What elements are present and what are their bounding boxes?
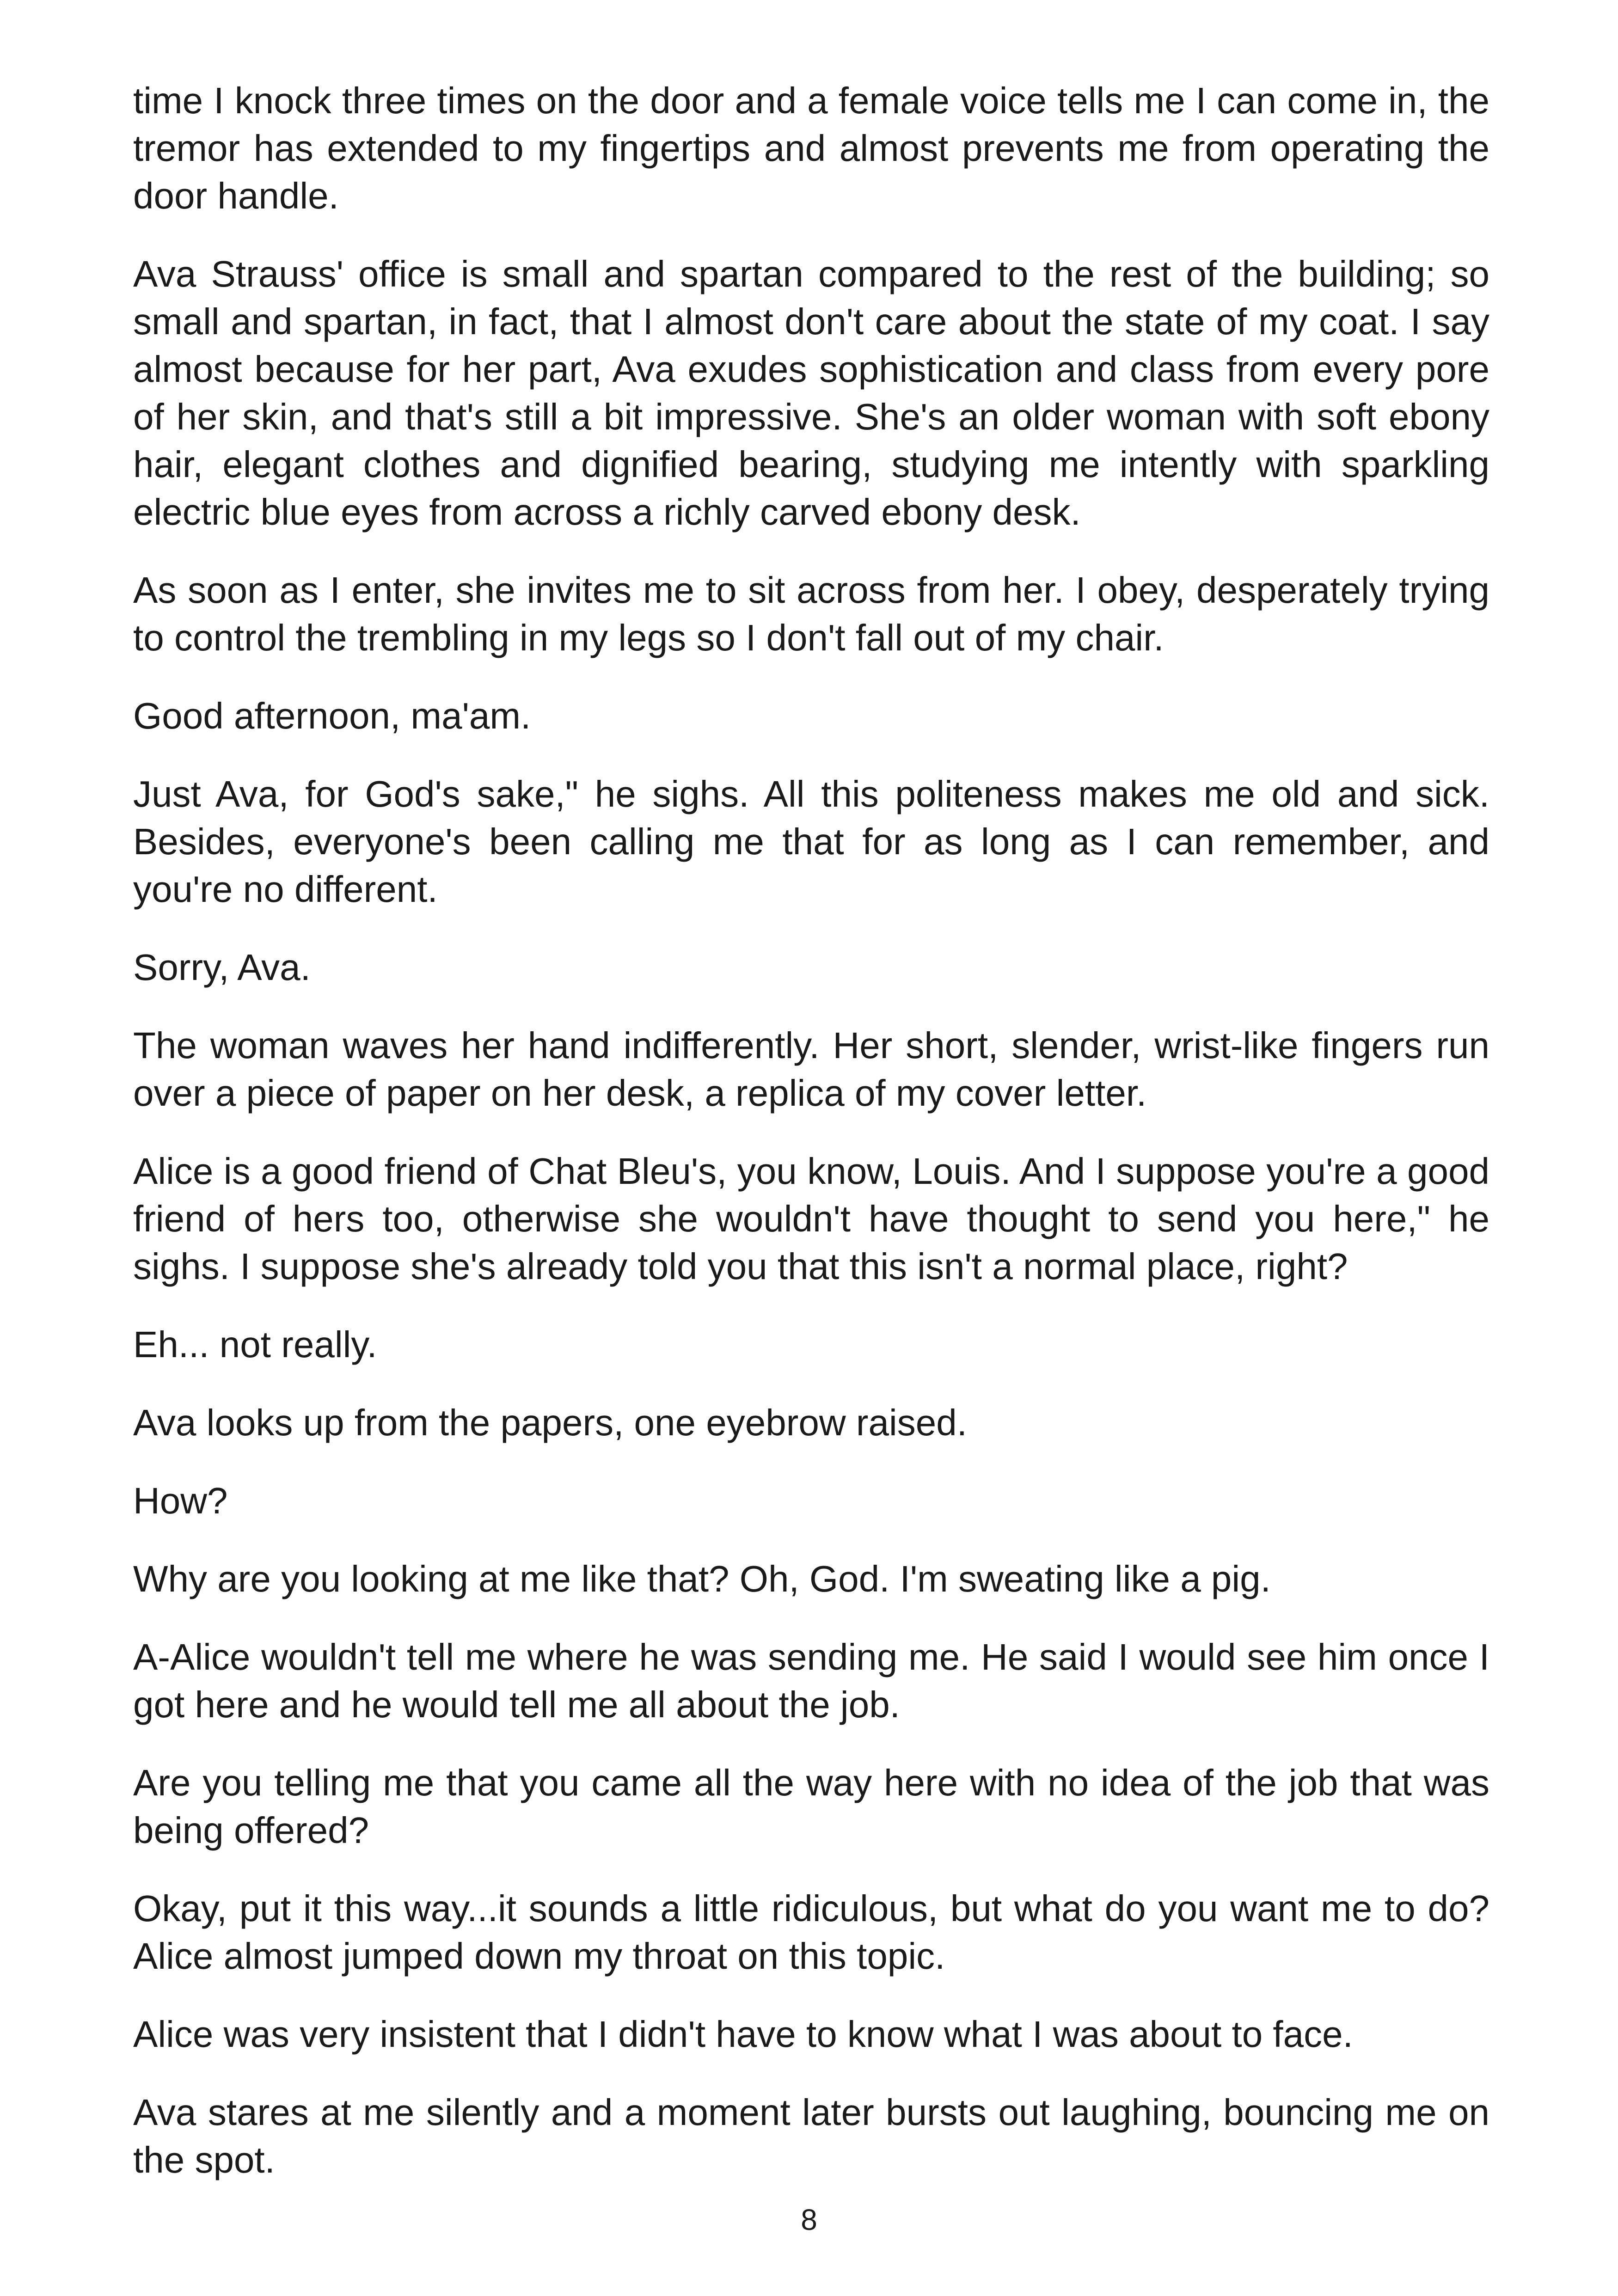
paragraph: Okay, put it this way...it sounds a little ridiculous, but what do you want me to do? Alice almost jumped down my throat on this topic. bbox=[133, 1888, 1489, 1977]
paragraph: The woman waves her hand indifferently. Her short, slender, wrist-like fingers run over a piece of paper on her desk, a replica of my cover letter. bbox=[133, 1025, 1489, 1114]
paragraph: Are you telling me that you came all the way here with no idea of the job that was being offered? bbox=[133, 1762, 1489, 1851]
paragraph: A-Alice wouldn't tell me where he was sending me. He said I would see him once I got here and he would tell me all about the job. bbox=[133, 1636, 1489, 1725]
paragraph: Why are you looking at me like that? Oh, God. I'm sweating like a pig. bbox=[133, 1558, 1271, 1599]
paragraph: How? bbox=[133, 1480, 228, 1521]
paragraph: Alice was very insistent that I didn't have to know what I was about to face. bbox=[133, 2014, 1353, 2055]
paragraph: time I knock three times on the door and a female voice tells me I can come in, the tremor has extended to my fingertips and almost prevents me from operating the door handle. bbox=[133, 80, 1489, 216]
body-text bbox=[133, 77, 1489, 2214]
paragraph: Good afternoon, ma'am. bbox=[133, 695, 531, 736]
paragraph: Alice is a good friend of Chat Bleu's, you know, Louis. And I suppose you're a good friend of hers too, otherwise she wouldn't have thought to send you here," he sighs. I suppose she's already told you that this isn't a normal place, right? bbox=[133, 1151, 1489, 1287]
paragraph: Ava stares at me silently and a moment later bursts out laughing, bouncing me on the spot. bbox=[133, 2092, 1489, 2180]
paragraph: Sorry, Ava. bbox=[133, 947, 311, 988]
paragraph: Eh... not really. bbox=[133, 1324, 377, 1365]
page-number: 8 bbox=[801, 2203, 817, 2236]
paragraph: Just Ava, for God's sake," he sighs. All this politeness makes me old and sick. Besides, everyone's been calling me that for as long as I can remember, and you're no different. bbox=[133, 773, 1489, 910]
paragraph: Ava looks up from the papers, one eyebrow raised. bbox=[133, 1402, 967, 1443]
paragraph: Ava Strauss' office is small and spartan compared to the rest of the building; so small and spartan, in fact, that I almost don't care about the state of my coat. I say almost because for her part, Ava exudes sophistication and class from every pore of her skin, and that's still a bit impressive. She's an older woman with soft ebony hair, elegant clothes and dignified bearing, studying me intently with sparkling electric blue eyes from across a richly carved ebony desk. bbox=[133, 253, 1489, 533]
paragraph: As soon as I enter, she invites me to sit across from her. I obey, desperately trying to control the trembling in my legs so I don't fall out of my chair. bbox=[133, 569, 1489, 658]
